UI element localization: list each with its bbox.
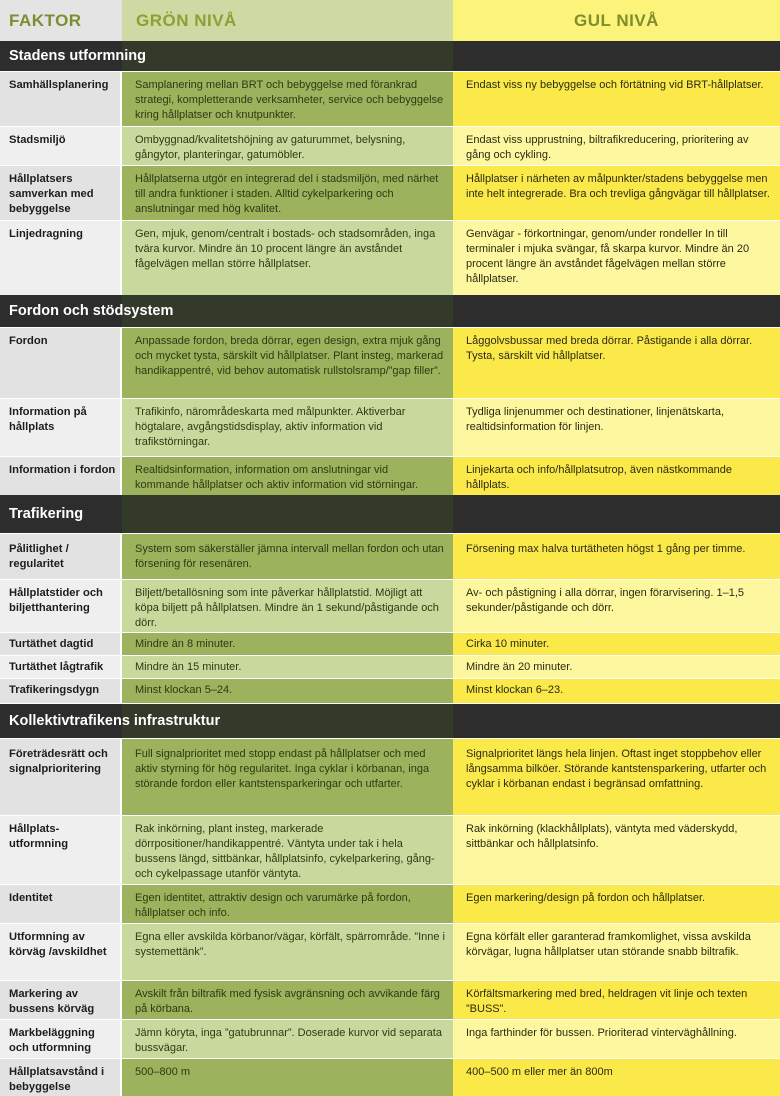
section-header: Fordon och stödsystem xyxy=(0,295,780,327)
yellow-cell: Hållplatser i närheten av målpunkter/stadens bebyggelse men inte helt integrerade. Bra och trevliga gångvägar till hållplatser. xyxy=(453,166,780,220)
table-row xyxy=(0,1020,780,1058)
table-row xyxy=(0,924,780,980)
table-row xyxy=(0,580,780,632)
table-row xyxy=(0,679,780,703)
green-cell: Avskilt från biltrafik med fysisk avgränsning och avvikande färg på körbana. xyxy=(122,981,453,1019)
table-header xyxy=(0,0,780,41)
yellow-cell: Linjekarta och info/hållplatsutrop, även nästkommande hållplats. xyxy=(453,457,780,495)
table-row xyxy=(0,816,780,884)
factor-cell: Hållplatsers samverkan med bebyggelse xyxy=(0,166,122,220)
green-cell: Egen identitet, attraktiv design och varumärke på fordon, hållplatser och info. xyxy=(122,885,453,923)
green-cell: Full signalprioritet med stopp endast på hållplatser och med aktiv styrning för hög regularitet. Inga cyklar i körbanan, inga störande fordon eller kantstensparkeringar och utfarter. xyxy=(122,739,453,815)
factor-cell: Markbeläggning och utformning xyxy=(0,1020,122,1058)
factor-cell: Trafikeringsdygn xyxy=(0,679,122,703)
factor-cell: Markering av bussens körväg xyxy=(0,981,122,1019)
green-cell: Gen, mjuk, genom/centralt i bostads- och stadsområden, inga tvära kurvor. Mindre än 10 procent längre än avståndet fågelvägen mellan större hållplatser. xyxy=(122,221,453,295)
factor-cell: Hållplats-utformning xyxy=(0,816,122,884)
yellow-cell: Mindre än 20 minuter. xyxy=(453,656,780,678)
yellow-cell: Genvägar - förkortningar, genom/under rondeller In till terminaler i mjuka svängar, få skarpa kurvor. Mindre än 20 procent längre än avståndet fågelvägen mellan större hållplatser. xyxy=(453,221,780,295)
table-row xyxy=(0,328,780,398)
yellow-cell: Minst klockan 6–23. xyxy=(453,679,780,703)
table-row xyxy=(0,399,780,456)
yellow-cell: Endast viss ny bebyggelse och förtätning vid BRT-hållplatser. xyxy=(453,72,780,126)
factor-cell: Information i fordon xyxy=(0,457,122,495)
table-row xyxy=(0,885,780,923)
table-row xyxy=(0,633,780,655)
table-row xyxy=(0,981,780,1019)
yellow-cell: Rak inkörning (klackhållplats), väntyta med väderskydd, sittbänkar och hållplatsinfo. xyxy=(453,816,780,884)
section-header: Kollektivtrafikens infrastruktur xyxy=(0,704,780,738)
green-cell: System som säkerställer jämna intervall mellan fordon och utan försening för resenären. xyxy=(122,534,453,579)
yellow-cell: Inga farthinder för bussen. Prioriterad vinterväghållning. xyxy=(453,1020,780,1058)
header-green-level: GRÖN NIVÅ xyxy=(122,0,453,41)
yellow-cell: Endast viss upprustning, biltrafikreducering, prioritering av gång och cykling. xyxy=(453,127,780,165)
factor-cell: Information på hållplats xyxy=(0,399,122,456)
table-row xyxy=(0,457,780,495)
table-row xyxy=(0,127,780,165)
factor-cell: Stadsmiljö xyxy=(0,127,122,165)
factor-cell: Hållplatstider och biljetthantering xyxy=(0,580,122,632)
green-cell: Biljett/betallösning som inte påverkar hållplatstid. Möjligt att köpa biljett på hållplatsen. Mindre än 1 sekund/påstigande och dörr. xyxy=(122,580,453,632)
green-cell: Minst klockan 5–24. xyxy=(122,679,453,703)
table-row xyxy=(0,221,780,295)
factor-cell: Turtäthet lågtrafik xyxy=(0,656,122,678)
table-row xyxy=(0,534,780,579)
factor-cell: Linjedragning xyxy=(0,221,122,295)
yellow-cell: Låggolvsbussar med breda dörrar. Påstigande i alla dörrar. Tysta, särskilt vid hållplatser. xyxy=(453,328,780,398)
yellow-cell: Försening max halva turtätheten högst 1 gång per timme. xyxy=(453,534,780,579)
header-yellow-level: GUL NIVÅ xyxy=(453,0,780,41)
yellow-cell: Cirka 10 minuter. xyxy=(453,633,780,655)
yellow-cell: Körfältsmarkering med bred, heldragen vit linje och texten ”BUSS”. xyxy=(453,981,780,1019)
green-cell: Trafikinfo, närområdeskarta med målpunkter. Aktiverbar högtalare, avgångstidsdisplay, aktiv information vid trafikstörningar. xyxy=(122,399,453,456)
factor-cell: Pålitlighet / regularitet xyxy=(0,534,122,579)
table-row xyxy=(0,72,780,126)
green-cell: Mindre än 8 minuter. xyxy=(122,633,453,655)
green-cell: Mindre än 15 minuter. xyxy=(122,656,453,678)
green-cell: Anpassade fordon, breda dörrar, egen design, extra mjuk gång och mycket tysta, särskilt vid hållplatser. Plant insteg, markerad handikappentré, vid behov automatisk rullstolsramp/”gap filler”. xyxy=(122,328,453,398)
section-header: Trafikering xyxy=(0,495,780,533)
green-cell: 500–800 m xyxy=(122,1059,453,1096)
table-row xyxy=(0,656,780,678)
factor-cell: Samhällsplanering xyxy=(0,72,122,126)
factor-cell: Fordon xyxy=(0,328,122,398)
yellow-cell: Signalprioritet längs hela linjen. Oftast inget stoppbehov eller långsamma bilköer. Störande kantstensparkering, utfarter och cyklar i körbanan endast i begränsad omfattning. xyxy=(453,739,780,815)
green-cell: Samplanering mellan BRT och bebyggelse med förankrad strategi, kompletterande verksamheter, service och bebyggelse kring hållplatser och knutpunkter. xyxy=(122,72,453,126)
table-row xyxy=(0,1059,780,1096)
factor-cell: Hållplatsavstånd i bebyggelse xyxy=(0,1059,122,1096)
green-cell: Jämn köryta, inga ”gatubrunnar”. Doserade kurvor vid separata bussvägar. xyxy=(122,1020,453,1058)
green-cell: Egna eller avskilda körbanor/vägar, körfält, spärrområde. ”Inne i systemettänk”. xyxy=(122,924,453,980)
factor-cell: Turtäthet dagtid xyxy=(0,633,122,655)
table-row xyxy=(0,739,780,815)
green-cell: Hållplatserna utgör en integrerad del i stadsmiljön, med närhet till andra funktioner i staden. Alltid cykelparkering och anslutningar med hög kvalitet. xyxy=(122,166,453,220)
factor-cell: Utformning av körväg /avskildhet xyxy=(0,924,122,980)
header-factor: FAKTOR xyxy=(0,0,122,41)
yellow-cell: Tydliga linjenummer och destinationer, linjenätskarta, realtidsinformation för linjen. xyxy=(453,399,780,456)
green-cell: Ombyggnad/kvalitetshöjning av gaturummet, belysning, gångytor, planteringar, gatumöbler. xyxy=(122,127,453,165)
yellow-cell: Egna körfält eller garanterad framkomlighet, vissa avskilda körvägar, lugna hållplatser utan störande snabb biltrafik. xyxy=(453,924,780,980)
factor-cell: Identitet xyxy=(0,885,122,923)
green-cell: Realtidsinformation, information om anslutningar vid kommande hållplatser och aktiv information vid störningar. xyxy=(122,457,453,495)
yellow-cell: Av- och påstigning i alla dörrar, ingen förarvisering. 1–1,5 sekunder/påstigande och dörr. xyxy=(453,580,780,632)
yellow-cell: Egen markering/design på fordon och hållplatser. xyxy=(453,885,780,923)
section-header: Stadens utformning xyxy=(0,41,780,71)
green-cell: Rak inkörning, plant insteg, markerade dörrpositioner/handikappentré. Väntyta under tak i hela bussens längd, sittbänkar, hållplatsinfo, cykelparkering, gång- och cykelpassage utanför väntyta. xyxy=(122,816,453,884)
table-row xyxy=(0,166,780,220)
factor-cell: Företrädesrätt och signalprioritering xyxy=(0,739,122,815)
yellow-cell: 400–500 m eller mer än 800m xyxy=(453,1059,780,1096)
